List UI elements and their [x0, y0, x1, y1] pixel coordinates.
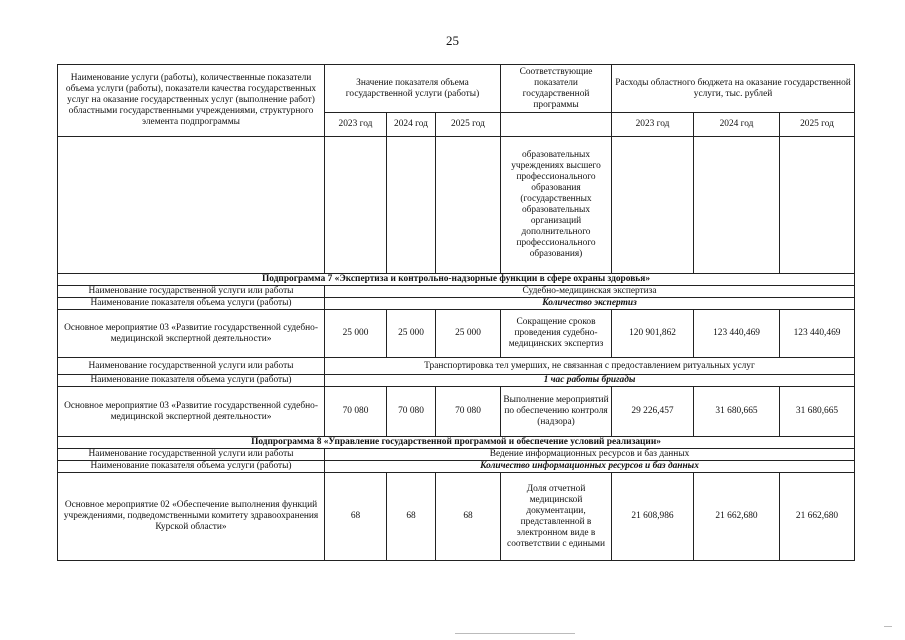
expense-cell: 123 440,469: [780, 310, 855, 358]
row-label: Наименование государственной услуги или работы: [58, 286, 325, 298]
row-label: Наименование показателя объема услуги (работы): [58, 461, 325, 473]
program-indicator: Доля отчетной медицинской документации, представленной в электронном виде в соответствии с едиными: [501, 473, 612, 561]
row-label: Наименование государственной услуги или работы: [58, 449, 325, 461]
table-row: [58, 375, 855, 387]
value-cell: 70 080: [325, 387, 387, 437]
program-indicator: Сокращение сроков проведения судебно-медицинских экспертиз: [501, 310, 612, 358]
value-cell: 70 080: [387, 387, 436, 437]
year-cell: 2025 год: [780, 113, 855, 137]
subprogram-title: Подпрограмма 8 «Управление государственной программой и обеспечение условий реализации»: [58, 437, 855, 449]
year-cell: 2025 год: [436, 113, 501, 137]
program-indicator: Выполнение мероприятий по обеспечению контроля (надзора): [501, 387, 612, 437]
expense-cell: 21 608,986: [612, 473, 694, 561]
scan-artifact-line: [455, 633, 575, 634]
expense-cell: 31 680,665: [694, 387, 780, 437]
empty-cell: [501, 113, 612, 137]
year-cell: 2024 год: [387, 113, 436, 137]
subprogram-7-row: [58, 274, 855, 286]
activity-name: Основное мероприятие 03 «Развитие государственной судебно-медицинской экспертной деятельности»: [58, 387, 325, 437]
header-name-col: Наименование услуги (работы), количественные показатели объема услуги (работы), показатели качества государственных услуг на оказание государственных услуг (выполнение работ) областными государственными учреждениями, структурного элемента подпрограммы: [58, 65, 325, 137]
table-row: [58, 358, 855, 375]
table-row: [58, 449, 855, 461]
table-row: [58, 387, 855, 437]
header-expenses-col: Расходы областного бюджета на оказание государственной услуги, тыс. рублей: [612, 65, 855, 113]
expense-cell: 21 662,680: [780, 473, 855, 561]
expense-cell: 21 662,680: [694, 473, 780, 561]
header-value-col: Значение показателя объема государственной услуги (работы): [325, 65, 501, 113]
value-cell: 25 000: [325, 310, 387, 358]
value-cell: 68: [387, 473, 436, 561]
value-cell: 70 080: [436, 387, 501, 437]
row-label: Наименование государственной услуги или работы: [58, 358, 325, 375]
indicator-name: Количество информационных ресурсов и баз данных: [325, 461, 855, 473]
year-cell: 2023 год: [325, 113, 387, 137]
expense-cell: 123 440,469: [694, 310, 780, 358]
value-cell: 25 000: [436, 310, 501, 358]
table-row: [58, 310, 855, 358]
table-row: [58, 298, 855, 310]
continuation-text: образовательных учреждениях высшего профессионального образования (государственных образовательных организаций дополнительного профессионального образования): [501, 137, 612, 274]
subprogram-title: Подпрограмма 7 «Экспертиза и контрольно-надзорные функции в сфере охраны здоровья»: [58, 274, 855, 286]
scan-artifact-line: [884, 626, 892, 627]
header-indicators-col: Соответствующие показатели государственной программы: [501, 65, 612, 113]
expense-cell: 31 680,665: [780, 387, 855, 437]
service-name: Судебно-медицинская экспертиза: [325, 286, 855, 298]
activity-name: Основное мероприятие 03 «Развитие государственной судебно-медицинской экспертной деятельности»: [58, 310, 325, 358]
expense-cell: 29 226,457: [612, 387, 694, 437]
continuation-row: [58, 137, 855, 274]
header-row: [58, 65, 855, 113]
indicator-name: Количество экспертиз: [325, 298, 855, 310]
table-row: [58, 286, 855, 298]
year-cell: 2023 год: [612, 113, 694, 137]
value-cell: 68: [436, 473, 501, 561]
page-number: 25: [446, 33, 459, 48]
expense-cell: 120 901,862: [612, 310, 694, 358]
table-row: [58, 473, 855, 561]
activity-name: Основное мероприятие 02 «Обеспечение выполнения функций учреждениями, подведомственными комитету здравоохранения Курской области»: [58, 473, 325, 561]
service-name: Транспортировка тел умерших, не связанная с предоставлением ритуальных услуг: [325, 358, 855, 375]
table-row: [58, 461, 855, 473]
row-label: Наименование показателя объема услуги (работы): [58, 298, 325, 310]
value-cell: 25 000: [387, 310, 436, 358]
year-cell: 2024 год: [694, 113, 780, 137]
service-name: Ведение информационных ресурсов и баз данных: [325, 449, 855, 461]
value-cell: 68: [325, 473, 387, 561]
indicator-name: 1 час работы бригады: [325, 375, 855, 387]
subprogram-8-row: [58, 437, 855, 449]
row-label: Наименование показателя объема услуги (работы): [58, 375, 325, 387]
services-table: [57, 64, 855, 561]
